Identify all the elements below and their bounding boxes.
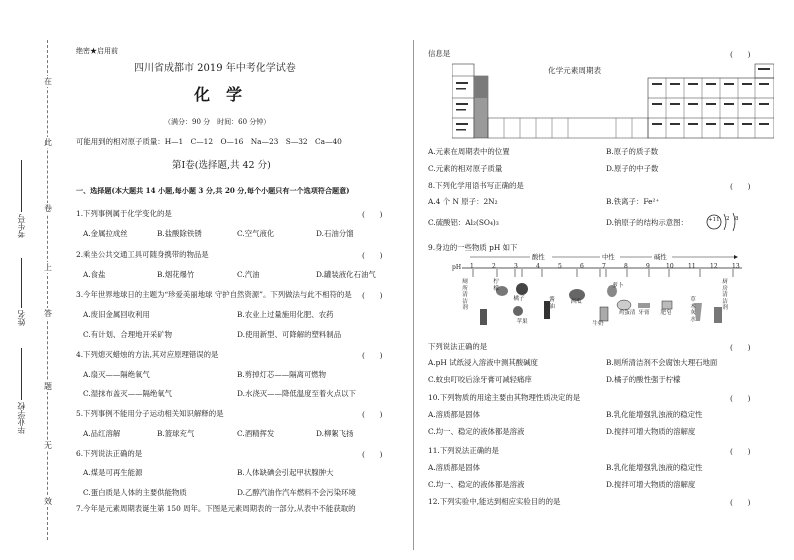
- q9-option-a[interactable]: A.pH 试纸浸入溶液中测其酸碱度: [428, 358, 538, 367]
- option-d[interactable]: D.石油分馏: [316, 229, 354, 238]
- item-apple: 苹果: [516, 319, 528, 325]
- option-c[interactable]: C.湿抹布盖灭——隔绝氧气: [83, 389, 173, 398]
- ph-tick: 2: [492, 263, 496, 270]
- ph-tick: 5: [558, 263, 562, 270]
- answer-bracket[interactable]: ( ): [362, 251, 383, 260]
- question-9-stem: 9.身边的一些物质 pH 如下: [428, 243, 518, 252]
- score-time: （满分：90 分 时间：60 分钟）: [164, 118, 271, 126]
- answer-bracket[interactable]: ( ): [362, 210, 383, 219]
- item-toilet-cleaner: 厕所清洁剂: [462, 279, 468, 311]
- shell-1-electrons: 2: [726, 216, 730, 222]
- question-stem: 3.今年世界地球日的主题为“珍爱美丽地球 守护自然资源”。下列做法与此不相符的是: [76, 290, 352, 299]
- item-milk: 牛奶: [592, 321, 604, 327]
- name-label: 姓名: [17, 310, 26, 326]
- option-b[interactable]: B.篮球充气: [157, 429, 195, 438]
- option-c[interactable]: C.蛋白质是人体的主要供能物质: [83, 488, 187, 497]
- ph-tick: 11: [688, 263, 696, 270]
- seal-char: 效: [44, 497, 52, 506]
- answer-bracket[interactable]: ( ): [730, 394, 751, 403]
- item-orange: 橘子: [513, 296, 525, 302]
- q9-option-d[interactable]: D.橘子的酸性强于柠檬: [606, 375, 681, 384]
- option-c[interactable]: C.汽油: [237, 270, 260, 279]
- option-b[interactable]: B.盐酸除铁锈: [157, 229, 202, 238]
- neutral-label: 中性: [602, 253, 615, 261]
- option-d[interactable]: D.搅拌可增大物质的溶解度: [606, 427, 696, 436]
- answer-bracket[interactable]: ( ): [730, 447, 751, 456]
- question-stem: 2.乘坐公共交通工具可随身携带的物品是: [76, 250, 209, 259]
- option-b[interactable]: B.人体缺碘会引起甲状腺肿大: [237, 468, 334, 477]
- question-stem: 8.下列化学用语书写正确的是: [428, 181, 524, 190]
- answer-bracket[interactable]: ( ): [362, 351, 383, 360]
- option-d[interactable]: D.使用新型、可降解的塑料制品: [237, 330, 342, 339]
- ph-tick: 3: [514, 263, 518, 270]
- item-ash-water: 草木灰水: [690, 297, 696, 323]
- q9-option-b[interactable]: B.厕所清洁剂不会腐蚀大理石地面: [606, 358, 718, 367]
- ph-axis-label: pH: [452, 264, 462, 271]
- option-a[interactable]: A.溶质都是固体: [428, 410, 481, 419]
- question-7-stem-line2: 信息是: [428, 49, 451, 58]
- ph-tick: 1: [470, 263, 474, 270]
- acidic-label: 酸性: [532, 253, 545, 261]
- option-c[interactable]: C.有计划、合理地开采矿物: [83, 330, 173, 339]
- shell-2-electrons: 8: [735, 216, 739, 222]
- item-kitchen-cleaner: 厨房清洁剂: [722, 279, 728, 311]
- question-7-stem-line1: 7.今年是元素周期表诞生第 150 周年。下图是元素周期表的一部分,从表中不能获取的: [76, 504, 356, 513]
- option-c[interactable]: C.空气液化: [237, 229, 275, 238]
- ph-tick: 9: [646, 263, 650, 270]
- periodic-table-grid: [452, 62, 774, 140]
- q7-option-b[interactable]: B.原子的质子数: [606, 147, 659, 156]
- option-c[interactable]: C.硫酸铝：Al₂(SO₄)₃: [428, 218, 499, 227]
- seal-char: 在: [44, 77, 52, 86]
- ph-tick: 13: [732, 263, 740, 270]
- option-d[interactable]: D.水浇灭——降低温度至着火点以下: [237, 389, 356, 398]
- item-soap: 肥皂: [660, 310, 672, 316]
- item-soy-sauce: 酱油: [549, 297, 555, 310]
- option-d[interactable]: D.搅拌可增大物质的溶解度: [606, 480, 696, 489]
- seal-char: 上: [44, 263, 52, 272]
- seal-char: 答: [44, 309, 52, 318]
- option-a[interactable]: A.品红溶解: [83, 429, 121, 438]
- periodic-table: [452, 62, 774, 140]
- option-c[interactable]: C.均一、稳定的液体都是溶液: [428, 480, 525, 489]
- option-b[interactable]: B.乳化能增强乳浊液的稳定性: [606, 463, 703, 472]
- name-blank[interactable]: [21, 258, 22, 308]
- item-egg-white: 鸡蛋清: [618, 310, 636, 316]
- binding-strip: [0, 0, 70, 560]
- seal-char: 无: [44, 441, 52, 450]
- answer-bracket[interactable]: ( ): [362, 450, 383, 459]
- ph-tick: 10: [666, 263, 674, 270]
- item-watermelon: 西瓜: [570, 299, 582, 305]
- option-a[interactable]: A.食盐: [83, 270, 106, 279]
- question-stem: 11.下列说法正确的是: [428, 446, 499, 455]
- option-a[interactable]: A.煤是可再生能源: [83, 468, 143, 477]
- nucleus-charge: +11: [708, 217, 720, 223]
- question-9-stem2: 下列说法正确的是: [428, 342, 488, 351]
- option-b[interactable]: B.铁离子：Fe²⁺: [606, 197, 660, 206]
- question-stem: 5.下列事例不能用分子运动相关知识解释的是: [76, 409, 224, 418]
- option-b[interactable]: B.烟花爆竹: [157, 270, 195, 279]
- option-d[interactable]: D.乙醇汽油作汽车燃料不会污染环境: [237, 488, 356, 497]
- option-a[interactable]: A.溶质都是固体: [428, 463, 481, 472]
- seal-char: 此: [44, 138, 52, 147]
- option-b[interactable]: B.剪掉灯芯——隔离可燃物: [237, 370, 327, 379]
- subject-title: 化 学: [194, 85, 243, 104]
- atomic-masses: 可能用到的相对原子质量：H—1 C—12 O—16 Na—23 S—32 Ca—40: [76, 137, 342, 146]
- option-c[interactable]: C.均一、稳定的液体都是溶液: [428, 427, 525, 436]
- periodic-table-title: 化学元素周期表: [548, 66, 602, 75]
- option-a[interactable]: A.废旧金属回收利用: [83, 310, 150, 319]
- q7-option-d[interactable]: D.原子的中子数: [606, 164, 659, 173]
- section-instruction: 一、选择题(本大题共 14 小题,每小题 3 分,共 20 分,每个小题只有一个选项符合题意): [76, 186, 350, 195]
- option-a[interactable]: A.金属拉成丝: [83, 229, 128, 238]
- question-stem: 10.下列物质的用途主要由其物理性质决定的是: [428, 393, 581, 402]
- option-d[interactable]: D.钠原子的结构示意图：: [606, 218, 688, 227]
- option-d[interactable]: D.罐装液化石油气: [316, 270, 376, 279]
- option-a[interactable]: A.4 个 N 原子：2N₂: [428, 197, 498, 206]
- seal-char: 题: [44, 382, 52, 391]
- answer-bracket[interactable]: ( ): [362, 291, 383, 300]
- page-divider: [413, 40, 414, 550]
- answer-bracket[interactable]: ( ): [362, 410, 383, 419]
- ph-tick: 7: [602, 263, 606, 270]
- answer-bracket[interactable]: ( ): [730, 50, 751, 59]
- q9-option-c[interactable]: C.蚊虫叮咬后涂牙膏可减轻痛痒: [428, 375, 532, 384]
- question-stem: 1.下列事例属于化学变化的是: [76, 209, 172, 218]
- ph-tick: 4: [536, 263, 540, 270]
- option-b[interactable]: B.农业上过量施用化肥、农药: [237, 310, 334, 319]
- question-12-stem: 12.下列实验中,能达到相应实验目的的是: [428, 497, 561, 506]
- section-title: 第Ⅰ卷(选择题,共 42 分): [172, 160, 271, 171]
- question-stem: 4.下列熄灭蜡烛的方法,其对应原理错误的是: [76, 350, 219, 359]
- ph-tick: 6: [580, 263, 584, 270]
- answer-bracket[interactable]: ( ): [730, 182, 751, 191]
- secret-mark: 绝密★启用前: [76, 47, 118, 55]
- answer-bracket[interactable]: ( ): [730, 498, 751, 507]
- school-blank[interactable]: [21, 348, 22, 400]
- option-a[interactable]: A.扇灭——隔绝氧气: [83, 370, 150, 379]
- exam-number-label: 考生号: [17, 214, 26, 238]
- seal-line: [47, 40, 48, 540]
- ph-scale: [452, 253, 752, 335]
- alkaline-label: 碱性: [654, 253, 667, 261]
- option-d[interactable]: D.柳絮飞扬: [316, 429, 354, 438]
- option-c[interactable]: C.酒精挥发: [237, 429, 275, 438]
- school-label: 毕业学校: [17, 402, 26, 434]
- ph-tick: 12: [710, 263, 718, 270]
- exam-title: 四川省成都市 2019 年中考化学试卷: [134, 63, 296, 74]
- exam-number-blank[interactable]: [21, 160, 22, 212]
- seal-char: 卷: [44, 204, 52, 213]
- item-radish: 萝卜: [612, 283, 624, 289]
- q7-option-c[interactable]: C.元素的相对原子质量: [428, 164, 503, 173]
- sodium-atom-diagram: [704, 210, 744, 234]
- ph-tick: 8: [624, 263, 628, 270]
- item-toothpaste: 牙膏: [638, 310, 650, 316]
- item-lemon: 柠檬: [493, 279, 499, 292]
- option-b[interactable]: B.乳化能增强乳浊液的稳定性: [606, 410, 703, 419]
- answer-bracket[interactable]: ( ): [730, 343, 751, 352]
- q7-option-a[interactable]: A.元素在周期表中的位置: [428, 147, 510, 156]
- question-stem: 6.下列说法正确的是: [76, 449, 143, 458]
